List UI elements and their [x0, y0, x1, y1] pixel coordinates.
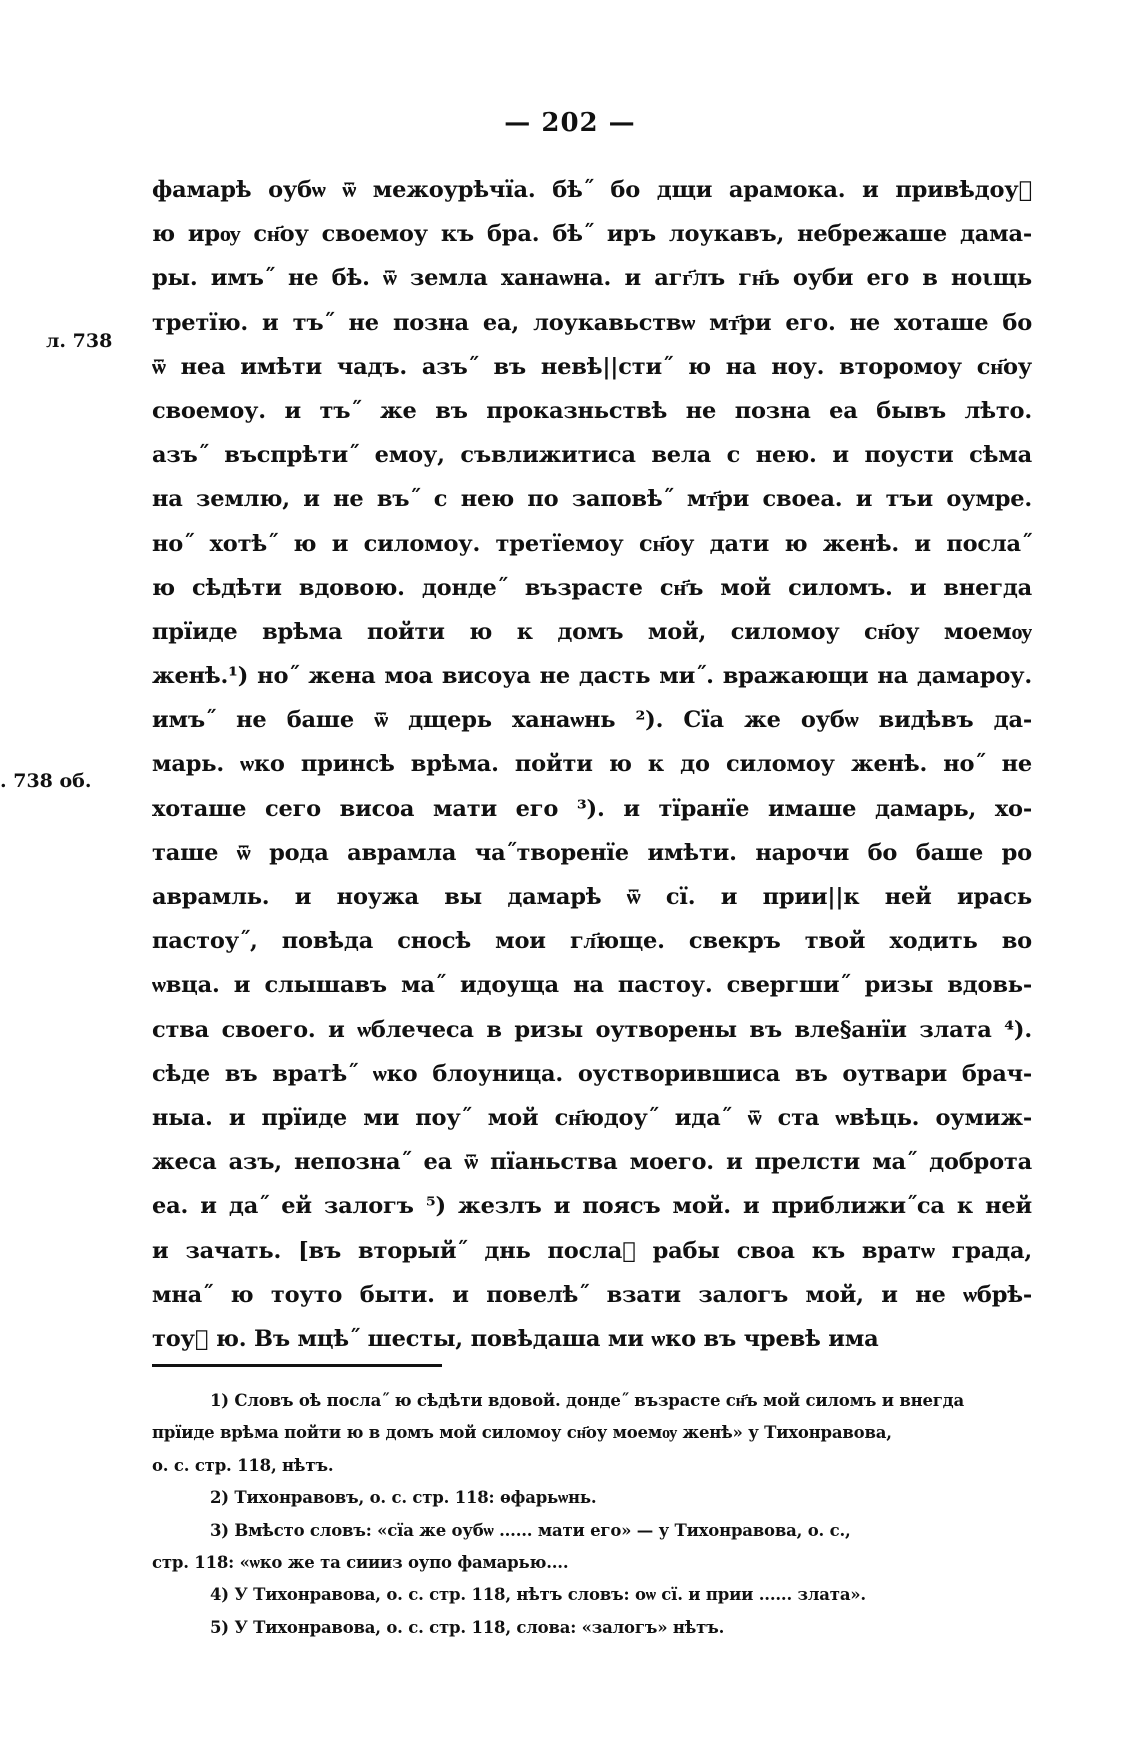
text-line: ю сѣдѣти вдовою. донде˝ възрасте сн҃ъ мой силомъ. и внегда [152, 574, 1032, 601]
margin-note-folio-738-verso: . 738 об. [0, 770, 92, 792]
text-line: тоуⷯ ю. Въ мцѣ˝ шесты, повѣдаша ми ѡко въ чревѣ има [152, 1325, 879, 1352]
footnote-divider [152, 1364, 442, 1367]
text-line: пастоу˝, повѣда сносѣ мои гл҃юще. свекръ твой ходить во [152, 928, 1032, 955]
footnote-line: 2) Тихонравовъ, о. с. стр. 118: ѳфарьѡнь. [210, 1488, 597, 1508]
text-line: ства своего. и ѡблечеса в ризы оутворены въ вле§анїи злата ⁴). [152, 1016, 1032, 1043]
text-line: на землю, и не въ˝ с нею по заповѣ˝ мт҃ри своеа. и тъи оумре. [152, 486, 1032, 513]
footnote-line: прїиде врѣма пойти ю в домъ мой силомоу сн҃оу моемѹ женѣ» у Тихонравова, [152, 1423, 892, 1443]
text-line: но˝ хотѣ˝ ю и силомоу. третїемоу сн҃оу дати ю женѣ. и посла˝ [152, 530, 1032, 557]
text-line: ры. имъ˝ не бѣ. ѿ земла ханаѡна. и агг҃лъ гн҃ь оуби его в ноιщь [152, 265, 1032, 292]
text-line: ѿ неа имѣти чадъ. азъ˝ въ невѣ||сти˝ ю на ноу. второмоу сн҃оу [152, 353, 1032, 380]
text-line: мна˝ ю тоуто быти. и повелѣ˝ взати залогъ мой, и не ѡбрѣ- [152, 1281, 1032, 1308]
text-line: и зачать. [въ вторый˝ днь послаⷯ рабы своа къ вратѡ града, [152, 1237, 1032, 1264]
text-line: прїиде врѣма пойти ю к домъ мой, силомоу сн҃оу моемѹ [152, 618, 1032, 645]
footnotes [152, 1385, 1032, 1644]
footnote-line: 3) Вмѣсто словъ: «сїа же оубѡ ...... мати его» — у Тихонравова, о. с., [210, 1520, 851, 1540]
text-line: азъ˝ въспрѣти˝ емоу, съвлижитиса вела с нею. и поусти сѣма [152, 442, 1032, 469]
footnote-line: 4) У Тихонравова, о. с. стр. 118, нѣтъ словъ: оѡ сї. и прии ...... злата». [210, 1585, 866, 1605]
text-line: фамарѣ оубѡ ѿ межоурѣчїа. бѣ˝ бо дщи арамока. и привѣдоуⷯ [152, 177, 1032, 203]
footnote-line: о. с. стр. 118, нѣтъ. [152, 1455, 334, 1475]
text-line: третїю. и тъ˝ не позна еа, лоукавьствѡ мт҃ри его. не хоташе бо [152, 309, 1032, 336]
footnote-line: 5) У Тихонравова, о. с. стр. 118, слова: «залогъ» нѣтъ. [210, 1617, 725, 1637]
text-line: женѣ.¹) но˝ жена моа висоуа не дасть ми˝. вражающи на дамароу. [152, 663, 1032, 690]
text-line: жеса азъ, непозна˝ еа ѿ пїаньства моего. и прелсти ма˝ доброта [152, 1149, 1032, 1176]
footnote-line: 1) Словъ оѣ посла˝ ю сѣдѣти вдовой. донде˝ възрасте сн҃ъ мой силомъ и внегда [210, 1391, 964, 1410]
text-line: сѣде въ вратѣ˝ ѡко блоуница. оустворившиса въ оутвари брач- [152, 1060, 1032, 1087]
page-number: — 202 — [504, 108, 636, 138]
text-line: ныа. и прїиде ми поу˝ мой сн҃юдоу˝ ида˝ ѿ ста ѡвѣць. оумиж- [152, 1104, 1032, 1131]
text-line: своемоу. и тъ˝ же въ проказньствѣ не позна еа бывъ лѣто. [152, 397, 1032, 424]
text-line: марь. ѡко принсѣ врѣма. пойти ю к до силомоу женѣ. но˝ не [152, 751, 1032, 778]
footnote-line: стр. 118: «ѡко же та сиииз оупо фамарью.... [152, 1552, 569, 1572]
text-line: ю ирѹ сн҃оу своемоу къ бра. бѣ˝ иръ лоукавъ, небрежаше дама- [152, 221, 1032, 248]
text-line: имъ˝ не баше ѿ дщерь ханаѡнь ²). Сїа же оубѡ видѣвъ да- [152, 707, 1032, 734]
text-line: аврамль. и ноужа вы дамарѣ ѿ сї. и прии||к ней ирась [152, 884, 1032, 910]
text-line: хоташе сего висоа мати его ³). и тїранїе имаше дамарь, хо- [152, 795, 1032, 822]
text-line: ѡвца. и слышавъ ма˝ идоуща на пастоу. свергши˝ ризы вдовь- [152, 972, 1032, 999]
text-line: еа. и да˝ ей залогъ ⁵) жезлъ и поясъ мой. и приближи˝са к ней [152, 1193, 1032, 1220]
main-text [152, 168, 1032, 1361]
text-line: таше ѿ рода аврамла ча˝творенїе имѣти. нарочи бо баше ро [152, 839, 1032, 866]
margin-note-folio-738: л. 738 [46, 330, 113, 352]
